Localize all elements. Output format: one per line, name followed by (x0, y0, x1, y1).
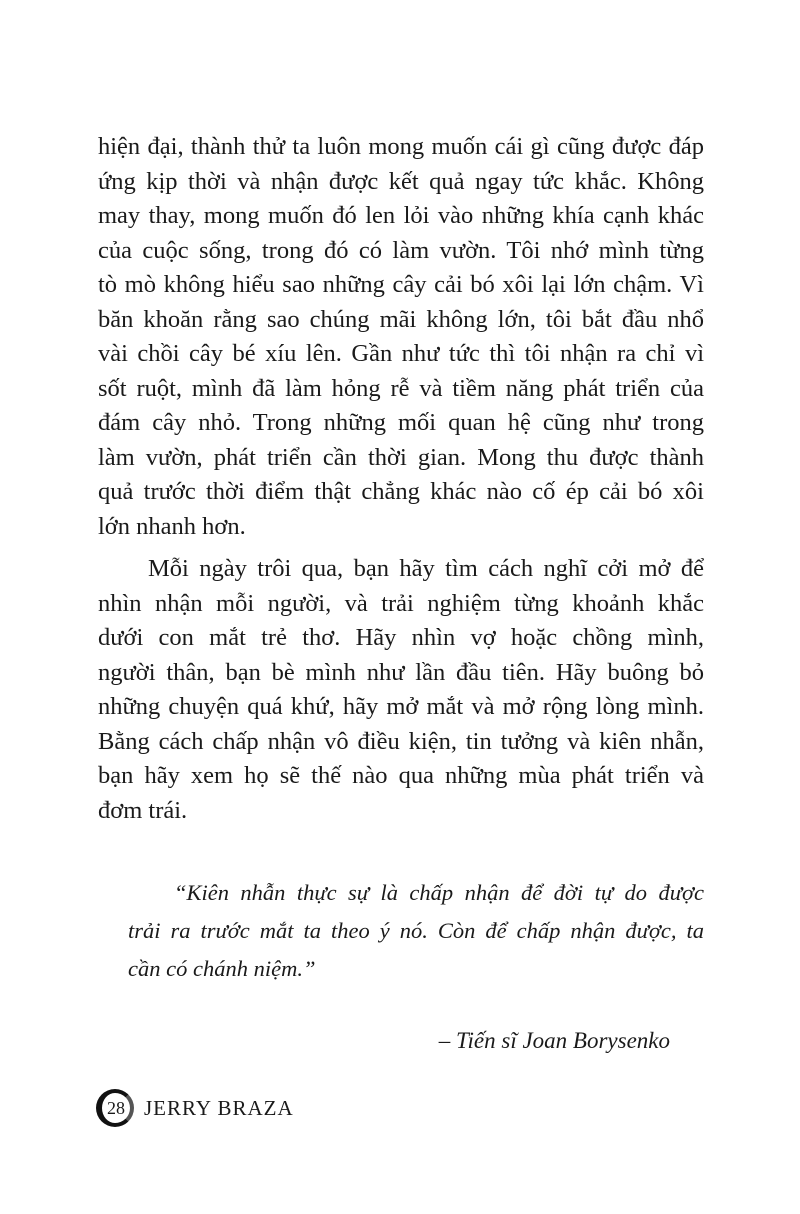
body-paragraph-2 (98, 552, 704, 828)
text-line: nhìn nhận mỗi người, và trải nghiệm từng khoảnh khắc (98, 589, 704, 617)
text-line: người thân, bạn bè mình như lần đầu tiên. Hãy buông bỏ (98, 658, 704, 686)
text-line: của cuộc sống, trong đó có làm vườn. Tôi nhớ mình từng (98, 236, 704, 264)
text-line: hiện đại, thành thử ta luôn mong muốn cái gì cũng được đáp (98, 133, 704, 160)
page-number: 28 (107, 1097, 125, 1118)
text-line: ứng kịp thời và nhận được kết quả ngay tức khắc. Không (98, 167, 704, 195)
text-line: vài chồi cây bé xíu lên. Gần như tức thì tôi nhận ra chỉ vì (98, 340, 704, 367)
text-line: may thay, mong muốn đó len lỏi vào những khía cạnh khác (98, 202, 704, 229)
text-line: lớn nhanh hơn. (98, 512, 246, 540)
text-line: “Kiên nhẫn thực sự là chấp nhận để đời tự do được (174, 880, 704, 905)
text-line: đơm trái. (98, 796, 188, 824)
text-line: sốt ruột, mình đã làm hỏng rễ và tiềm năng phát triển của (98, 374, 704, 402)
text-line: những chuyện quá khứ, hãy mở mắt và mở rộng lòng mình. (98, 693, 704, 720)
text-line: bạn hãy xem họ sẽ thế nào qua những mùa phát triển và (98, 762, 704, 789)
page-number-badge (96, 1089, 134, 1127)
body-paragraph-1 (98, 130, 704, 544)
text-line: Mỗi ngày trôi qua, bạn hãy tìm cách nghĩ cởi mở để (148, 555, 704, 582)
text-line: dưới con mắt trẻ thơ. Hãy nhìn vợ hoặc chồng mình, (98, 624, 704, 651)
text-line: băn khoăn rằng sao chúng mãi không lớn, tôi bắt đầu nhổ (98, 305, 704, 333)
page-footer (96, 1088, 294, 1128)
epigraph-quote (128, 874, 704, 988)
text-line: làm vườn, phát triển cần thời gian. Mong thu được thành (98, 443, 704, 471)
text-line: cần có chánh niệm.” (128, 956, 316, 981)
text-line: trải ra trước mắt ta theo ý nó. Còn để chấp nhận được, ta (128, 918, 704, 943)
quote-attribution: – Tiến sĩ Joan Borysenko (438, 1028, 670, 1053)
text-line: Bằng cách chấp nhận vô điều kiện, tin tưởng và kiên nhẫn, (98, 727, 704, 755)
text-line: đám cây nhỏ. Trong những mối quan hệ cũng như trong (98, 409, 704, 436)
text-line: quả trước thời điểm thật chẳng khác nào cố ép cải bó xôi (98, 478, 704, 505)
text-line: tò mò không hiểu sao những cây cải bó xôi lại lớn chậm. Vì (98, 271, 704, 298)
running-footer-author: JERRY BRAZA (144, 1095, 294, 1120)
